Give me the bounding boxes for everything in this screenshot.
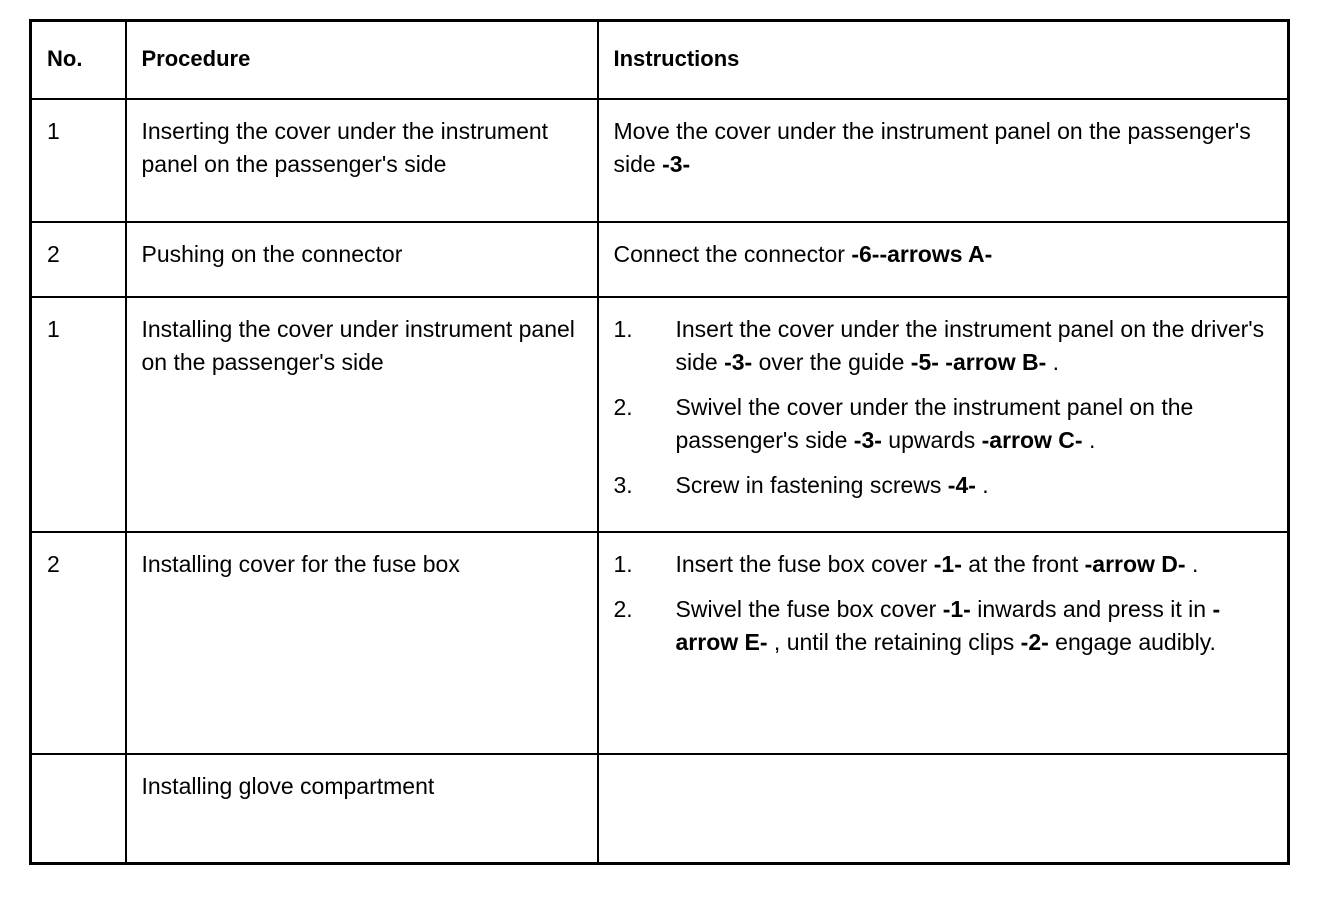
instruction-ref: -3- <box>662 151 691 177</box>
procedure-cell: Installing cover for the fuse box <box>126 532 598 754</box>
header-row <box>31 21 1289 100</box>
instruction-cell <box>598 532 1289 754</box>
instruction-step <box>614 313 1276 379</box>
table-row <box>31 99 1289 222</box>
step-number: 2. <box>613 394 633 420</box>
instruction-cell <box>598 222 1289 297</box>
step-text: Insert the fuse box cover -1- at the front -arrow D- . <box>675 551 1199 577</box>
step-text: Swivel the fuse box cover -1- inwards and press it in -arrow E- , until the retaining clips -2- engage audibly. <box>675 596 1221 655</box>
header-procedure: Procedure <box>126 21 598 100</box>
step-number: 1. <box>613 316 633 342</box>
instruction-step <box>614 548 1276 581</box>
instruction-text: Move the cover under the instrument panel on the passenger's side <box>613 118 1251 177</box>
header-no: No. <box>31 21 126 100</box>
procedure-cell: Installing glove compartment <box>126 754 598 864</box>
instruction-cell <box>598 297 1289 532</box>
instruction-cell <box>598 99 1289 222</box>
instruction-steps <box>614 548 1276 659</box>
table-row <box>31 754 1289 864</box>
row-number: 2 <box>31 532 126 754</box>
instruction-ref: -6--arrows A- <box>851 241 993 267</box>
instruction-step <box>614 391 1276 457</box>
instruction-cell <box>598 754 1289 864</box>
table-row <box>31 297 1289 532</box>
instruction-text: Connect the connector <box>613 241 852 267</box>
procedure-table <box>29 19 1290 865</box>
step-text: Swivel the cover under the instrument panel on the passenger's side -3- upwards -arrow C- . <box>675 394 1194 453</box>
procedure-cell: Installing the cover under instrument panel on the passenger's side <box>126 297 598 532</box>
step-text: Screw in fastening screws -4- . <box>675 472 989 498</box>
step-text: Insert the cover under the instrument panel on the driver's side -3- over the guide -5- -arrow B- . <box>675 316 1265 375</box>
procedure-cell: Pushing on the connector <box>126 222 598 297</box>
table-row <box>31 532 1289 754</box>
step-number: 1. <box>613 551 633 577</box>
instruction-step <box>614 593 1276 659</box>
row-number: 2 <box>31 222 126 297</box>
step-number: 3. <box>613 472 633 498</box>
instruction-steps <box>614 313 1276 502</box>
row-number <box>31 754 126 864</box>
procedure-cell: Inserting the cover under the instrument panel on the passenger's side <box>126 99 598 222</box>
instruction-step <box>614 469 1276 502</box>
row-number: 1 <box>31 297 126 532</box>
header-instructions: Instructions <box>598 21 1289 100</box>
table-row <box>31 222 1289 297</box>
step-number: 2. <box>613 596 633 622</box>
row-number: 1 <box>31 99 126 222</box>
